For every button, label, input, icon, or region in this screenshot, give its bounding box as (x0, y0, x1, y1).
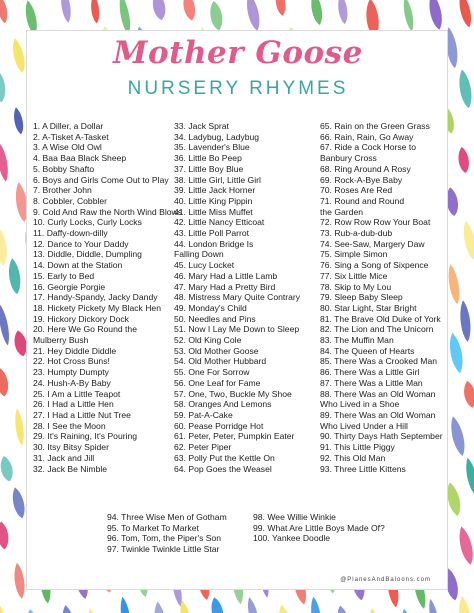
paint-stroke (12, 107, 25, 135)
rhyme-item: 83. The Muffin Man (320, 335, 394, 346)
rhyme-item: 2. A-Tisket A-Tasket (33, 131, 109, 142)
rhyme-item: 22. Hot Cross Buns! (33, 356, 110, 367)
paint-stroke (13, 408, 25, 446)
paint-stroke (118, 596, 132, 613)
rhyme-item: 19. Hickory Dickory Dock (33, 313, 129, 324)
rhyme-item: 21. Hey Diddle Diddle (33, 345, 117, 356)
rhyme-item: 3. A Wise Old Owl (33, 142, 102, 153)
rhyme-item: 71. Round and Round (320, 195, 405, 206)
rhyme-item: 5. Bobby Shafto (33, 163, 95, 174)
rhyme-item: 55. One For Sorrow (174, 367, 250, 378)
rhyme-item: 18. Hickety Pickety My Black Hen (33, 302, 161, 313)
rhyme-item: 95. To Market To Market (107, 522, 199, 533)
rhyme-item: 4. Baa Baa Black Sheep (33, 153, 127, 164)
rhyme-item: 35. Lavender's Blue (174, 142, 250, 153)
rhyme-item: 76. Sing a Song of Sixpence (320, 260, 429, 271)
rhyme-item: 23. Humpty Dumpty (33, 367, 109, 378)
rhyme-item: 70. Roses Are Red (320, 185, 393, 196)
paint-stroke (458, 300, 472, 343)
page-title: Mother Goose (113, 35, 363, 71)
paint-stroke (463, 457, 474, 497)
rhyme-item: 17. Handy-Spandy, Jacky Dandy (33, 292, 158, 303)
paint-stroke (456, 525, 474, 566)
rhyme-item: 94. Three Wise Men of Gotham (107, 512, 227, 522)
paint-stroke (244, 0, 263, 32)
rhyme-item: 51. Now I Lay Me Down to Sleep (174, 324, 300, 335)
paint-stroke (427, 598, 442, 613)
rhyme-item: 40. Little King Pippin (174, 195, 253, 206)
rhyme-item: 30. Itsy Bitsy Spider (33, 442, 109, 453)
rhyme-item: the Garden (320, 206, 363, 217)
rhyme-item: 80. Star Light, Star Bright (320, 302, 417, 313)
paint-stroke (276, 604, 296, 613)
rhyme-item: 50. Needles and Pins (174, 313, 256, 324)
rhyme-item: 11. Daffy-down-dilly (33, 228, 108, 239)
paint-stroke (0, 68, 7, 103)
rhyme-item: 27. I Had a Little Nut Tree (33, 409, 131, 420)
rhyme-item: 1. A Diller, a Dollar (33, 121, 104, 131)
rhyme-item: 46. Mary Had a Little Lamb (174, 270, 278, 281)
rhyme-item: 52. Old King Cole (174, 335, 242, 346)
rhyme-column-2 (174, 121, 300, 474)
rhyme-item: 29. It's Raining, It's Pouring (33, 431, 138, 442)
rhyme-item: 64. Pop Goes the Weasel (174, 463, 272, 474)
rhyme-item: 75. Simple Simon (320, 249, 388, 260)
rhyme-item: Banbury Cross (320, 153, 377, 164)
paint-stroke (274, 0, 287, 16)
paint-stroke (367, 608, 380, 613)
rhyme-item: 96. Tom, Tom, the Piper's Son (107, 533, 222, 544)
rhyme-item: 6. Boys and Girls Come Out to Play (33, 174, 169, 185)
paint-stroke (60, 604, 78, 613)
rhyme-item: 42. Little Nancy Etticoat (174, 217, 265, 228)
rhyme-item: 26. I Had a Little Hen (33, 399, 114, 410)
rhyme-item: 92. This Old Man (320, 452, 386, 463)
paint-stroke (336, 0, 349, 25)
rhyme-column-4 (107, 512, 227, 555)
rhyme-item: 54. Old Mother Hubbard (174, 356, 267, 367)
paint-stroke (208, 0, 225, 31)
paint-stroke (245, 596, 261, 613)
rhyme-item: 72. Row Row Row Your Boat (320, 217, 431, 228)
paint-stroke (90, 0, 101, 24)
rhyme-item: 37. Little Boy Blue (174, 163, 244, 174)
paint-stroke (456, 0, 473, 29)
rhyme-item: 86. There Was a Little Girl (320, 367, 420, 378)
paint-stroke (59, 0, 73, 23)
rhyme-item: 20. Here We Go Round the (33, 324, 137, 335)
rhyme-item: 93. Three Little Kittens (320, 463, 406, 474)
rhyme-item: 97. Twinkle Twinkle Little Star (107, 544, 220, 555)
rhyme-item: 84. The Queen of Hearts (320, 345, 415, 356)
paint-stroke (12, 562, 26, 599)
rhyme-item: 39. Little Jack Horner (174, 185, 256, 196)
rhyme-item: 16. Georgie Porgie (33, 281, 106, 292)
rhyme-item: 81. The Brave Old Duke of York (320, 313, 441, 324)
paint-stroke (152, 601, 167, 613)
paint-stroke (151, 0, 168, 21)
paint-stroke (0, 304, 11, 346)
rhyme-item: 56. One Leaf for Fame (174, 377, 261, 388)
paint-stroke (0, 455, 15, 483)
paint-stroke (0, 601, 7, 613)
rhyme-item: 7. Brother John (33, 185, 92, 196)
rhyme-item: 34. Ladybug, Ladybug (174, 131, 260, 142)
rhyme-item: 74. See-Saw, Margery Daw (320, 238, 425, 249)
paint-stroke (309, 596, 323, 613)
rhyme-item: 41. Little Miss Muffet (174, 206, 253, 217)
rhyme-item: 10. Curly Locks, Curly Locks (33, 217, 142, 228)
rhyme-item: 49. Monday's Child (174, 302, 247, 313)
rhyme-item: 87. There Was a Little Man (320, 377, 423, 388)
paint-stroke (457, 146, 471, 174)
paint-stroke (10, 486, 27, 519)
paint-stroke (335, 605, 351, 613)
rhyme-item: 45. Lucy Locket (174, 260, 235, 271)
rhyme-list-card (26, 30, 448, 590)
rhyme-item: Mulberry Bush (33, 335, 89, 346)
paint-stroke (401, 0, 415, 32)
paint-stroke (457, 69, 474, 109)
paint-stroke (10, 37, 27, 74)
rhyme-item: 8. Cobbler, Cobbler (33, 195, 108, 206)
rhyme-item: 60. Pease Porridge Hot (174, 420, 264, 431)
rhyme-item: Falling Down (174, 249, 224, 260)
rhyme-item: 99. What Are Little Boys Made Of? (253, 522, 385, 533)
paint-stroke (25, 609, 38, 613)
rhyme-item: 32. Jack Be Nimble (33, 463, 108, 474)
paint-stroke (209, 596, 226, 613)
website-credit: @PlanesAndBaloons.com (340, 577, 431, 583)
rhyme-item: 79. Sleep Baby Sleep (320, 292, 403, 303)
paint-stroke (0, 367, 10, 397)
rhyme-item: 61. Peter, Peter, Pumpkin Eater (174, 431, 295, 442)
paint-stroke (0, 143, 10, 182)
rhyme-item: 65. Rain on the Green Grass (320, 121, 430, 131)
paint-stroke (309, 0, 325, 26)
paint-stroke (448, 415, 468, 457)
rhyme-item: 33. Jack Sprat (174, 121, 229, 131)
rhyme-item: 73. Rub-a-dub-dub (320, 228, 393, 239)
rhyme-item: 38. Little Girl, Little Girl (174, 174, 261, 185)
paint-stroke (0, 228, 9, 267)
rhyme-item: 28. I See the Moon (33, 420, 106, 431)
rhyme-item: 90. Thirty Days Hath September (320, 431, 443, 442)
rhyme-column-1 (33, 121, 182, 474)
rhyme-item: 89. There Was an Old Woman (320, 409, 436, 420)
rhyme-item: 48. Mistress Mary Quite Contrary (174, 292, 301, 303)
rhyme-item: 67. Ride a Cock Horse to (320, 142, 417, 153)
rhyme-item: 78. Skip to My Lou (320, 281, 392, 292)
rhyme-item: 9. Cold And Raw the North Wind Blows (33, 206, 183, 217)
rhyme-item: 31. Jack and Jill (33, 452, 95, 463)
page-subtitle: NURSERY RHYMES (127, 78, 349, 99)
paint-stroke (85, 608, 103, 613)
paint-stroke (426, 0, 444, 31)
paint-stroke (461, 220, 474, 261)
rhyme-item: 98. Wee Willie Winkie (253, 512, 336, 522)
paint-stroke (457, 595, 473, 613)
paint-stroke (447, 332, 465, 374)
rhyme-item: 69. Rock-A-Bye Baby (320, 174, 403, 185)
rhyme-item: 88. There Was an Old Woman (320, 388, 436, 399)
rhyme-item: 66. Rain, Rain, Go Away (320, 131, 414, 142)
rhyme-item: 62. Peter Piper (174, 442, 232, 453)
paint-stroke (446, 263, 462, 305)
paint-stroke (0, 521, 10, 550)
paint-stroke (0, 0, 9, 24)
rhyme-column-5 (253, 512, 385, 544)
rhyme-item: 24. Hush-A-By Baby (33, 377, 111, 388)
rhyme-item: 44. London Bridge Is (174, 238, 254, 249)
rhyme-item: 13. Diddle, Diddle, Dumpling (33, 249, 142, 260)
rhyme-item: 12. Dance to Your Daddy (33, 238, 129, 249)
rhyme-item: 43. Little Poll Parrot (174, 228, 249, 239)
rhyme-item: 15. Early to Bed (33, 270, 95, 281)
rhyme-item: 58. Oranges And Lemons (174, 399, 272, 410)
rhyme-item: 91. This Little Piggy (320, 442, 395, 453)
paint-stroke (7, 257, 23, 294)
rhyme-item: 25. I Am a Little Teapot (33, 388, 121, 399)
rhyme-item: 68. Ring Around A Rosy (320, 163, 411, 174)
rhyme-item: 77. Six Little Mice (320, 270, 388, 281)
rhyme-item: 82. The Lion and The Unicorn (320, 324, 434, 335)
rhyme-column-3 (320, 121, 443, 474)
paint-stroke (462, 380, 474, 409)
rhyme-item: 36. Little Bo Peep (174, 153, 242, 164)
rhyme-item: 47. Mary Had a Pretty Bird (174, 281, 276, 292)
rhyme-item: 85. There Was a Crooked Man (320, 356, 438, 367)
paint-stroke (399, 608, 418, 613)
rhyme-item: 59. Pat-A-Cake (174, 409, 233, 420)
rhyme-item: 53. Old Mother Goose (174, 345, 259, 356)
rhyme-item: Who Lived in a Shoe (320, 399, 400, 410)
rhyme-item: Who Lived Under a Hill (320, 420, 408, 431)
rhyme-item: 100. Yankee Doodle (253, 533, 331, 544)
rhyme-item: 63. Polly Put the Kettle On (174, 452, 275, 463)
paint-stroke (181, 0, 197, 22)
rhyme-item: 14. Down at the Station (33, 260, 123, 271)
rhyme-item: 57. One, Two, Buckle My Shoe (174, 388, 292, 399)
